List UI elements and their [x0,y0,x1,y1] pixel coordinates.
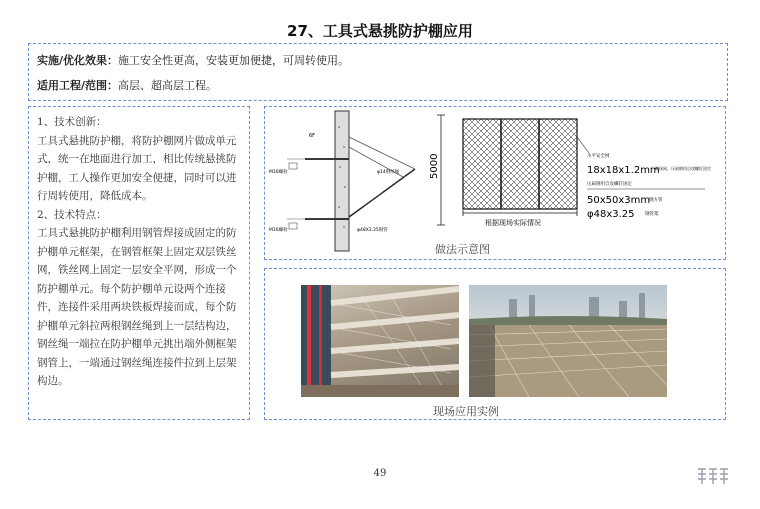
site-photo-1-art [301,285,459,397]
diagram-box [264,106,726,260]
site-photo-2-art [469,285,667,397]
photo-caption: 现场应用实例 [433,405,499,418]
note-title: 水平安全网 [587,154,610,159]
heading-features: 2、技术特点： [37,208,107,221]
page-number: 49 [373,468,387,479]
note-mesh-desc: 钢丝网，压扁钢用自攻螺钉固定 [655,166,711,171]
label-floor: 6F [309,133,316,139]
note-tube-desc: 钢方管 [649,198,663,203]
note-tube: 50x50x3mm [587,195,651,206]
note-pipe: φ48x3.25 [587,209,635,220]
heading-innovation: 1、技术创新： [37,116,107,128]
photo-box [264,268,726,420]
page-title: 27、工具式悬挑防护棚应用 [287,22,473,40]
section-diagram [265,107,725,259]
site-photo-2 [469,285,667,397]
scope-text: 高层、超高层工程。 [118,79,218,92]
plan-label: 根据现场实际情况 [485,219,541,227]
site-photo-1 [301,285,459,397]
para-features: 工具式悬挑防护棚利用钢管焊接成固定的防护棚单元框架，在钢管框架上固定双层铁丝网，铁丝网上固定一层安全平网，形成一个防护棚单元。每个防护棚单元设两个连接件，连接件采用两块铁板焊接而成，每个防护棚单元斜拉两根钢丝绳到上一层结构边，钢丝绳一端拉在防护棚单元挑出端外侧框架钢管上，一端通过钢丝绳连接件拉到上层架构边。 [37,227,237,387]
note-mesh2: 压扁钢用自攻螺钉固定 [587,182,632,187]
label-bolt-lower: M16螺栓 [269,228,288,233]
summary-box [28,43,728,101]
diagram-caption: 做法示意图 [435,243,490,256]
description-box [28,106,250,420]
dimension-label: 5000 [429,153,440,179]
label-wire: φ14钢丝绳 [377,170,400,175]
label-bolt-upper: M16螺栓 [269,170,288,175]
effect-line [37,48,719,73]
footer-logo-icon [696,466,730,486]
scope-line [37,73,719,98]
wall-column [335,111,349,251]
label-pipe: φ48X3.25钢管 [357,228,388,233]
effect-text: 施工安全性更高，安装更加便捷，可周转使用。 [118,54,350,67]
mesh-panel [463,119,577,209]
effect-label: 实施/优化效果： [37,54,119,67]
note-pipe-desc: 钢管架 [645,212,659,217]
scope-label: 适用工程/范围： [37,79,119,92]
note-mesh: 18x18x1.2mm [587,165,660,176]
para-innovation: 工具式悬挑防护棚，将防护棚网片做成单元式，统一在地面进行加工，相比传统悬挑防护棚，工人操作更加安全便捷，同时可以进行周转使用，降低成本。 [37,134,237,202]
